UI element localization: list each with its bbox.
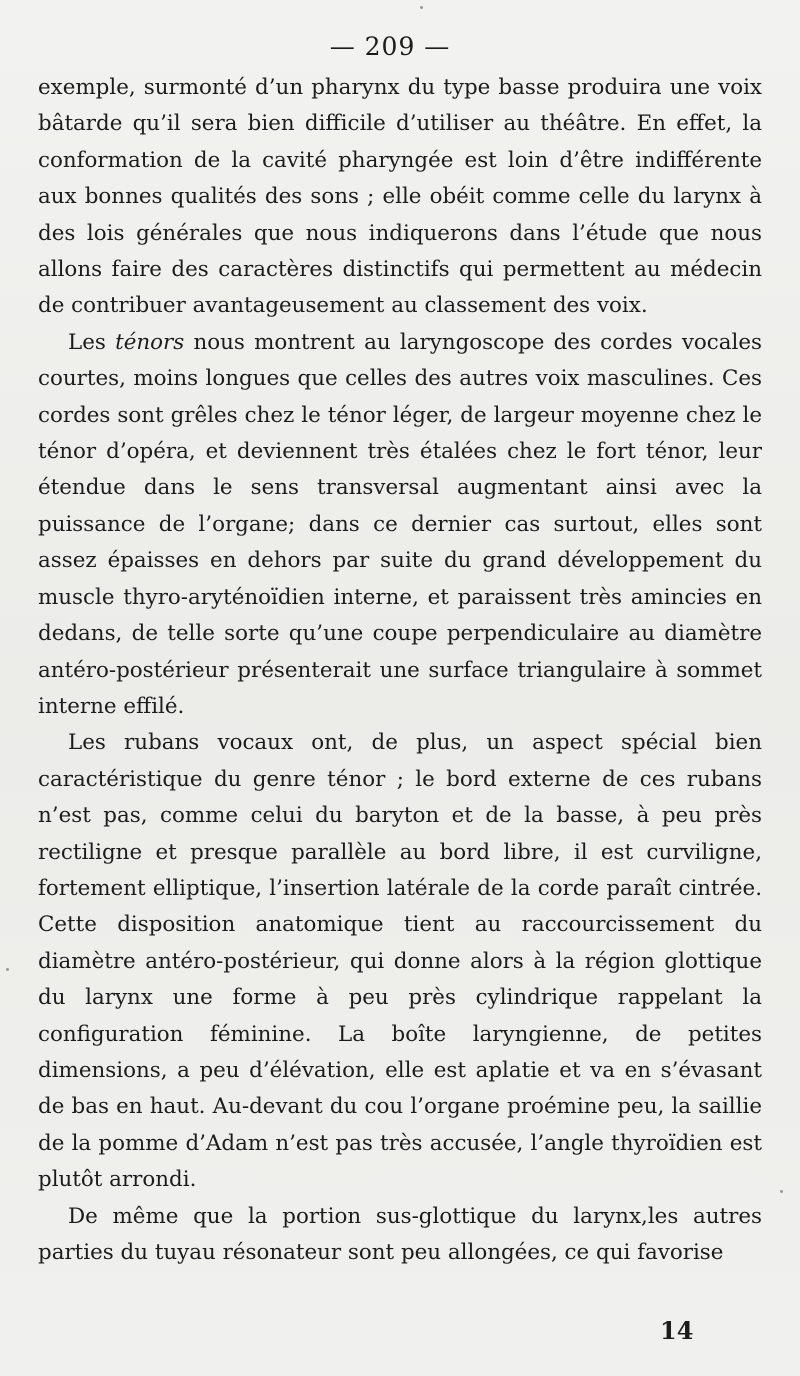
paragraph-3: Les rubans vocaux ont, de plus, un aspect spécial bien caractéristique du genre ténor ; le bord externe de ces rubans n’est pas, comme celui du baryton et de la basse, à peu près rectiligne et presque parallèle au bord libre, il est curviligne, fortement elliptique, l’insertion latérale de la corde paraît cintrée. Cette disposition anatomique tient au raccourcissement du diamètre antéro-postérieur, qui donne alors à la région glottique du larynx une forme à peu près cylindrique rappelant la configuration féminine. La boîte laryngienne, de petites dimensions, a peu d’élévation, elle est aplatie et va en s’évasant de bas en haut. Au-devant du cou l’organe proémine peu, la saillie de la pomme d’Adam n’est pas très accusée, l’angle thyroïdien est plutôt arrondi. <box>38 730 762 1193</box>
page-number: — 209 — <box>329 32 451 61</box>
paragraph-2 <box>38 325 762 725</box>
paper-speck <box>420 6 423 9</box>
paper-speck <box>6 968 9 971</box>
body-text <box>38 70 762 1271</box>
paper-speck <box>780 1190 783 1193</box>
paragraph-1: exemple, surmonté d’un pharynx du type basse produira une voix bâtarde qu’il sera bien difficile d’utiliser au théâtre. En effet, la conformation de la cavité pharyngée est loin d’être indifférente aux bonnes qualités des sons ; elle obéit comme celle du larynx à des lois générales que nous indiquerons dans l’étude que nous allons faire des caractères distinctifs qui permettent au médecin de contribuer avantageusement au classement des voix. <box>38 75 762 319</box>
paragraph-4: De même que la portion sus-glottique du larynx,les autres parties du tuyau résonateur sont peu allongées, ce qui favorise <box>38 1203 762 1265</box>
paragraph-2-body: nous montrent au laryngoscope des cordes vocales courtes, moins longues que celles des autres voix masculines. Ces cordes sont grêles chez le ténor léger, de largeur moyenne chez le ténor d’opéra, et deviennent très étalées chez le fort ténor, leur étendue dans le sens transversal augmentant ainsi avec la puissance de l’organe; dans ce dernier cas surtout, elles sont assez épaisses en dehors par suite du grand développement du muscle thyro-aryténoïdien interne, et paraissent très amincies en dedans, de telle sorte qu’une coupe perpendiculaire au diamètre antéro-postérieur présenterait une surface triangulaire à sommet interne effilé. <box>38 329 763 719</box>
paragraph-2-lead: Les <box>68 329 116 355</box>
emphasis-tenors: ténors <box>115 329 185 355</box>
signature-mark: 14 <box>660 1316 694 1345</box>
